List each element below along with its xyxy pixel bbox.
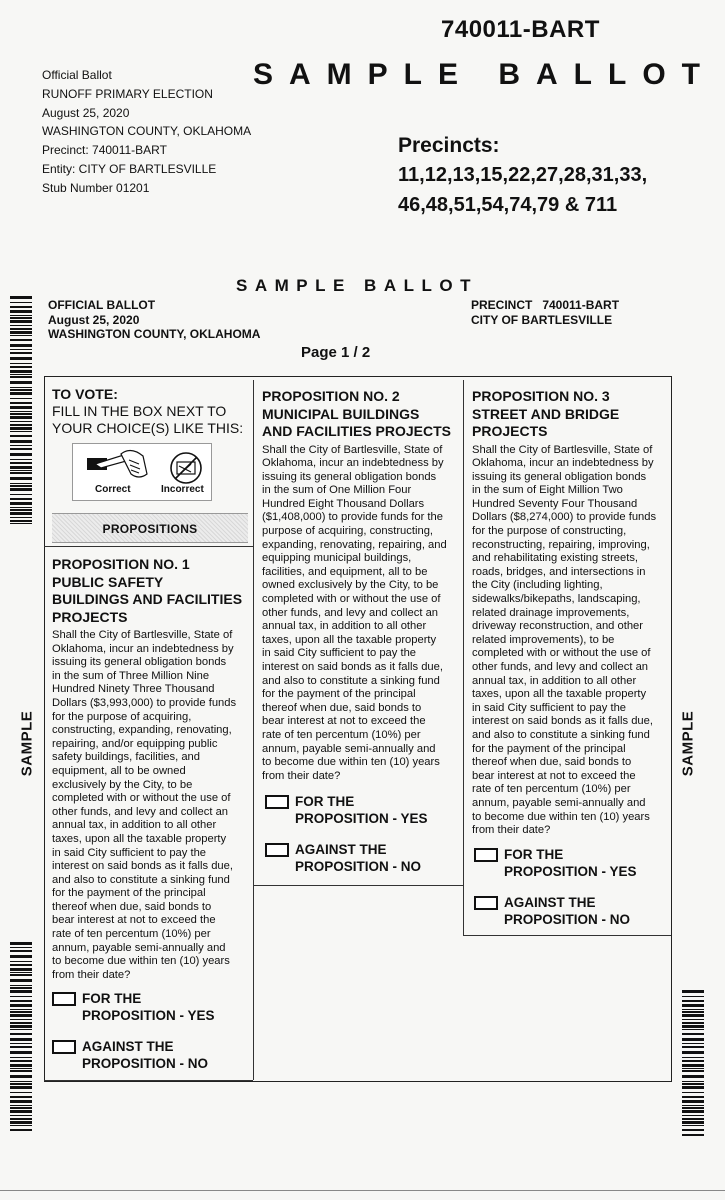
prop-heading-line: STREET AND BRIDGE <box>472 405 620 422</box>
ballot-title: SAMPLE BALLOT <box>236 276 478 295</box>
prop-text-line: other funds, and levy and collect an <box>472 661 649 673</box>
prop-text-line: completed with or without the use of <box>262 593 441 606</box>
prop-text-line: purpose of acquiring, constructing, <box>262 525 434 538</box>
prop-text-line: Hundred Eight Thousand Dollars <box>262 497 425 510</box>
prop1-yes-box[interactable] <box>52 992 76 1006</box>
prop-text-line: owned exclusively by the City, to be <box>262 579 439 592</box>
prop-heading-line: PROJECTS <box>472 423 548 439</box>
prop-text <box>52 629 252 982</box>
precinct-line: PRECINCT 740011-BART <box>471 298 620 312</box>
prop-text-line: thereof when due, said bonds to <box>262 701 422 714</box>
prop2-no-choice[interactable] <box>265 841 421 875</box>
column-end-rule <box>253 885 463 886</box>
prop-text-line: facilities, and equipment, all to be <box>262 565 428 578</box>
prop-text-line: repairing, and/or equipping public <box>52 737 218 750</box>
prop-text-line: taxes, upon all the taxable property <box>262 633 437 646</box>
prop-text-line: rate of ten percentum (10%) per <box>472 783 631 796</box>
barcode-left-bottom <box>10 942 32 1134</box>
precincts-list <box>398 160 698 220</box>
prop-text-line: taxes, upon all the taxable property <box>52 832 227 845</box>
prop-text-line: reconstructing, repairing, improving, <box>472 538 650 551</box>
info-line: Stub Number 01201 <box>42 180 150 195</box>
official-ballot-block <box>48 298 260 342</box>
info-line: Precinct: 740011-BART <box>42 143 167 158</box>
instr-line: YOUR CHOICE(S) LIKE THIS: <box>52 420 244 436</box>
prop-text-line: annual tax, in addition to all other <box>262 620 427 633</box>
prop-heading-line: PROPOSITION NO. 2 <box>262 388 400 404</box>
prop-heading <box>262 388 462 441</box>
prop-text-line: related improvements), to be <box>472 633 615 646</box>
instr-line: FILL IN THE BOX NEXT TO <box>52 403 227 419</box>
prop-text-line: roads, bridges, and intersections in <box>472 565 646 578</box>
prop-heading-line: MUNICIPAL BUILDINGS <box>262 405 420 422</box>
prop-heading <box>472 388 672 441</box>
prop-text-line: to become due within ten (10) years <box>262 756 440 769</box>
prop-text-line: and rehabilitating existing streets, <box>472 552 639 565</box>
prop-text <box>472 444 672 838</box>
proposition-1 <box>52 556 252 982</box>
prop-heading-line: PUBLIC SAFETY <box>52 573 164 590</box>
prop-text-line: issuing its general obligation bonds <box>52 656 227 669</box>
section-rule <box>44 546 253 547</box>
prop-heading-line: PROPOSITION NO. 1 <box>52 556 190 572</box>
column-divider <box>253 380 254 1080</box>
prop1-yes-choice[interactable] <box>52 990 215 1024</box>
choice-label: AGAINST THE PROPOSITION - NO <box>295 842 422 874</box>
info-line: Entity: CITY OF BARTLESVILLE <box>42 161 217 176</box>
prop-text <box>262 444 462 784</box>
prop-text-line: Hundred Seventy Four Thousand <box>472 497 638 510</box>
prop-text-line: completed with or without the use of <box>472 647 651 660</box>
prop-text-line: in said City sufficient to pay the <box>52 846 207 859</box>
official-line: August 25, 2020 <box>48 312 140 327</box>
prop-text-line: rate of ten percentum (10%) per <box>262 728 421 741</box>
prop-text-line: the City (including lighting, <box>472 579 603 592</box>
prop-text-line: completed with or without the use of <box>52 792 231 805</box>
choice-label: AGAINST THE PROPOSITION - NO <box>82 1039 209 1071</box>
info-line: WASHINGTON COUNTY, OKLAHOMA <box>42 124 252 139</box>
prop-text-line: related drainage improvements, <box>472 606 630 619</box>
prop-text-line: from their date? <box>52 968 131 981</box>
precincts-line: 11,12,13,15,22,27,28,31,33, <box>398 164 648 186</box>
prop-text-line: Dollars ($8,274,000) to provide funds <box>472 511 657 524</box>
official-line: WASHINGTON COUNTY, OKLAHOMA <box>48 327 261 341</box>
prop-text-line: thereof when due, said bonds to <box>52 900 212 913</box>
prop-heading-line: AND FACILITIES PROJECTS <box>262 423 452 439</box>
precincts-line: 46,48,51,54,74,79 & 711 <box>398 194 618 216</box>
choice-label: FOR THE PROPOSITION - YES <box>82 991 215 1023</box>
prop-text-line: to become due within ten (10) years <box>472 810 650 823</box>
prop-text-line: issuing its general obligation bonds <box>472 470 647 483</box>
prop-text-line: and also to constitute a sinking fund <box>262 674 440 687</box>
prop-text-line: Oklahoma, incur an indebtedness by <box>52 642 234 655</box>
prop2-yes-choice[interactable] <box>265 793 428 827</box>
prop-heading <box>52 556 252 626</box>
precinct-block <box>471 298 619 327</box>
prop1-no-choice[interactable] <box>52 1038 208 1072</box>
prop-text-line: issuing its general obligation bonds <box>262 470 437 483</box>
proposition-3 <box>472 388 672 838</box>
prop-text-line: equipping municipal buildings, <box>262 552 412 565</box>
prop-text-line: and also to constitute a sinking fund <box>52 873 230 886</box>
prop-text-line: equipment, all to be owned <box>52 764 186 777</box>
prop3-yes-choice[interactable] <box>474 846 637 880</box>
prop-heading-line: BUILDINGS AND FACILITIES <box>52 591 243 607</box>
prop3-no-choice[interactable] <box>474 894 630 928</box>
column-end-rule <box>44 1080 253 1081</box>
proposition-2 <box>262 388 462 783</box>
prop-text-line: taxes, upon all the taxable property <box>472 688 647 701</box>
prop-text-line: bear interest at not to exceed the <box>52 914 216 927</box>
prop-text-line: thereof when due, said bonds to <box>472 756 632 769</box>
prop-text-line: for the payment of the principal <box>52 887 206 900</box>
prop-text-line: interest on said bonds as it falls due, <box>262 661 443 673</box>
prop-text-line: for the purpose of acquiring, <box>52 710 192 723</box>
barcode-left-top <box>10 296 32 524</box>
prop-text-line: other funds, and levy and collect an <box>262 606 439 619</box>
prop-text-line: in said City sufficient to pay the <box>262 647 417 660</box>
prop-text-line: driveway reconstruction, and other <box>472 620 644 633</box>
prop-text-line: Shall the City of Bartlesville, State of <box>262 443 443 456</box>
prop-text-line: from their date? <box>472 824 551 837</box>
correct-label: Correct <box>95 484 131 495</box>
prop-text-line: Oklahoma, incur an indebtedness by <box>262 457 444 470</box>
page-number: Page 1 / 2 <box>301 344 371 361</box>
official-line: OFFICIAL BALLOT <box>48 298 156 312</box>
prop-text-line: ($1,408,000) to provide funds for the <box>262 511 443 524</box>
prop-text-line: constructing, expanding, renovating, <box>52 724 232 737</box>
prop-text-line: annual tax, in addition to all other <box>472 674 637 687</box>
prop-text-line: annum, payable semi-annually and <box>52 941 226 954</box>
prop-text-line: and also to constitute a sinking fund <box>472 728 650 741</box>
column-end-rule <box>463 935 671 936</box>
prop-text-line: exclusively by the City, to be <box>52 778 193 791</box>
page-bottom-rule <box>0 1190 725 1191</box>
prop-text-line: expanding, renovating, repairing, and <box>262 538 447 551</box>
prop-text-line: interest on said bonds as it falls due, <box>52 860 233 873</box>
info-line: Official Ballot <box>42 68 112 82</box>
prop-text-line: for the payment of the principal <box>262 688 416 701</box>
ballot-code: 740011-BART <box>441 16 600 43</box>
prop-text-line: interest on said bonds as it falls due, <box>472 715 653 728</box>
prop-text-line: bear interest at not to exceed the <box>262 715 426 728</box>
prop-text-line: in the sum of One Million Four <box>262 484 412 497</box>
vote-instructions <box>52 386 252 437</box>
prop-text-line: bear interest at not to exceed the <box>472 769 636 782</box>
sample-ballot-title: SAMPLE BALLOT <box>253 58 716 91</box>
vote-example <box>72 443 212 501</box>
instr-heading: TO VOTE: <box>52 386 118 402</box>
prop-text-line: rate of ten percentum (10%) per <box>52 928 211 941</box>
choice-label: FOR THE PROPOSITION - YES <box>295 794 428 826</box>
propositions-section-header <box>52 513 248 543</box>
prop-text-line: Dollars ($3,993,000) to provide funds <box>52 696 237 709</box>
prop2-yes-box[interactable] <box>265 795 289 809</box>
prop-text-line: other funds, and levy and collect an <box>52 805 229 818</box>
prop-text-line: annual tax, in addition to all other <box>52 819 217 832</box>
prop1-no-box[interactable] <box>52 1040 76 1054</box>
prop3-yes-box[interactable] <box>474 848 498 862</box>
prop-text-line: for the payment of the principal <box>472 742 626 755</box>
prop-heading-line: PROPOSITION NO. 3 <box>472 388 610 404</box>
prop-text-line: Shall the City of Bartlesville, State of <box>52 629 233 641</box>
prop3-no-box[interactable] <box>474 896 498 910</box>
prop-text-line: for the purpose of constructing, <box>472 525 627 538</box>
column-divider <box>463 380 464 935</box>
precincts-label: Precincts: <box>398 134 500 157</box>
prop-text-line: Shall the City of Bartlesville, State of <box>472 443 653 456</box>
prop-text-line: in the sum of Three Million Nine <box>52 669 210 682</box>
prop-text-line: Oklahoma, incur an indebtedness by <box>472 457 654 470</box>
side-label-left: SAMPLE <box>18 710 36 777</box>
choice-label: FOR THE PROPOSITION - YES <box>504 847 637 879</box>
prop2-no-box[interactable] <box>265 843 289 857</box>
precinct-line: CITY OF BARTLESVILLE <box>471 312 613 327</box>
prop-text-line: in said City sufficient to pay the <box>472 701 627 714</box>
prop-heading-line: PROJECTS <box>52 608 128 625</box>
prop-text-line: from their date? <box>262 769 341 782</box>
info-line: August 25, 2020 <box>42 105 130 120</box>
prop-text-line: safety buildings, facilities, and <box>52 751 201 764</box>
prop-text-line: sidewalks/bikepaths, landscaping, <box>472 593 641 606</box>
incorrect-label: Incorrect <box>161 484 204 495</box>
prop-text-line: annum, payable semi-annually and <box>472 796 646 809</box>
choice-label: AGAINST THE PROPOSITION - NO <box>504 895 631 927</box>
barcode-right-bottom <box>682 990 704 1136</box>
prop-text-line: to become due within ten (10) years <box>52 955 230 968</box>
side-label-right: SAMPLE <box>679 710 697 777</box>
prop-text-line: annum, payable semi-annually and <box>262 742 436 755</box>
prop-text-line: Hundred Ninety Three Thousand <box>52 683 215 696</box>
section-label: PROPOSITIONS <box>102 522 198 536</box>
prop-text-line: in the sum of Eight Million Two <box>472 484 623 497</box>
info-line: RUNOFF PRIMARY ELECTION <box>42 86 213 101</box>
ballot-info <box>42 66 251 198</box>
